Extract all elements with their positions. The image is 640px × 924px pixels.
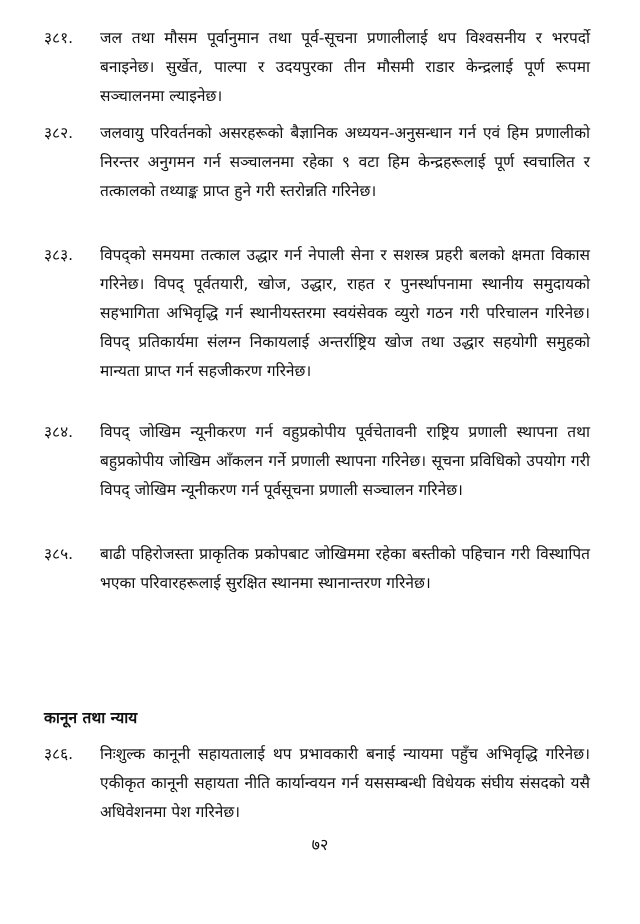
paragraph-number: ३८६. bbox=[44, 745, 74, 763]
paragraph-text: विपद् जोखिम न्यूनीकरण गर्न वहुप्रकोपीय पूर्वचेतावनी राष्ट्रिय प्रणाली स्थापना तथा बहुप्रकोपीय जोखिम आँकलन गर्ने प्रणाली स्थापना गरिनेछ। सूचना प्रविधिको उपयोग गरी विपद् जोखिम न्यूनीकरण गर्न पूर्वसूचना प्रणाली सञ्चालन गरिनेछ। bbox=[100, 423, 590, 499]
paragraph-381 bbox=[44, 24, 590, 111]
paragraph-number: ३८४. bbox=[44, 423, 74, 441]
paragraph-385 bbox=[44, 540, 590, 598]
paragraph-text: जल तथा मौसम पूर्वानुमान तथा पूर्व-सूचना प्रणालीलाई थप विश्वसनीय र भरपर्दो बनाइनेछ। सुर्खेत, पाल्पा र उदयपुरका तीन मौसमी राडार केन्द्रलाई पूर्ण रूपमा सञ्चालनमा ल्याइनेछ। bbox=[100, 29, 590, 105]
section-heading: कानून तथा न्याय bbox=[44, 709, 138, 727]
paragraph-number: ३८५. bbox=[44, 545, 74, 563]
paragraph-text: जलवायु परिवर्तनको असरहरूको बैज्ञानिक अध्ययन-अनुसन्धान गर्न एवं हिम प्रणालीको निरन्तर अनुगमन गर्न सञ्चालनमा रहेका ९ वटा हिम केन्द्रहरूलाई पूर्ण स्वचालित र तत्कालको तथ्याङ्क प्राप्त हुने गरी स्तरोन्नति गरिनेछ। bbox=[100, 124, 590, 200]
page-number: ७२ bbox=[311, 835, 329, 854]
paragraph-386 bbox=[44, 740, 590, 827]
paragraph-number: ३८२. bbox=[44, 124, 74, 142]
paragraph-382 bbox=[44, 119, 590, 206]
paragraph-383 bbox=[44, 241, 590, 386]
paragraph-number: ३८१. bbox=[44, 29, 74, 47]
paragraph-text: बाढी पहिरोजस्ता प्राकृतिक प्रकोपबाट जोखिममा रहेका बस्तीको पहिचान गरी विस्थापित भएका परिवारहरूलाई सुरक्षित स्थानमा स्थानान्तरण गरिनेछ। bbox=[100, 545, 590, 592]
paragraph-text: निःशुल्क कानूनी सहायतालाई थप प्रभावकारी बनाई न्यायमा पहुँच अभिवृद्धि गरिनेछ। एकीकृत कानूनी सहायता नीति कार्यान्वयन गर्न यससम्बन्धी विधेयक संघीय संसदको यसै अधिवेशनमा पेश गरिनेछ। bbox=[100, 745, 590, 821]
paragraph-384 bbox=[44, 418, 590, 505]
paragraph-number: ३८३. bbox=[44, 246, 74, 264]
paragraph-text: विपद्को समयमा तत्काल उद्धार गर्न नेपाली सेना र सशस्त्र प्रहरी बलको क्षमता विकास गरिनेछ। विपद् पूर्वतयारी, खोज, उद्धार, राहत र पुनर्स्थापनामा स्थानीय समुदायको सहभागिता अभिवृद्धि गर्न स्थानीयस्तरमा स्वयंसेवक व्युरो गठन गरी परिचालन गरिनेछ। विपद् प्रतिकार्यमा संलग्न निकायलाई अन्तर्राष्ट्रिय खोज तथा उद्धार सहयोगी समुहको मान्यता प्राप्त गर्न सहजीकरण गरिनेछ। bbox=[100, 246, 590, 380]
